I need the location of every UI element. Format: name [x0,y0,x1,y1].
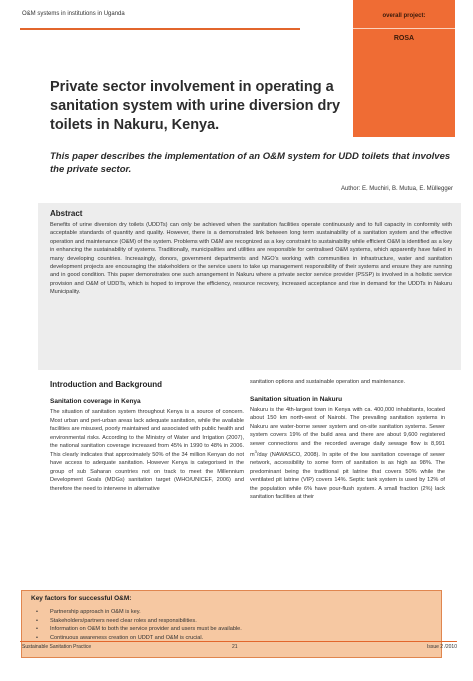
list-item [36,617,426,626]
section-heading: Introduction and Background [50,380,162,389]
project-divider [353,28,455,29]
list-item [36,625,426,634]
list-item [36,608,426,617]
project-label: overall project: [382,13,426,19]
author-line: Author: E. Muchiri, B. Mutua, E. Müllegger [340,186,453,192]
running-header: O&M systems in institutions in Uganda [22,11,125,17]
key-factors-heading: Key factors for successful O&M: [31,595,132,602]
bullet-icon: • [36,609,38,615]
footer-rule [20,641,457,642]
body-paragraph: The situation of sanitation system throughout Kenya is a source of concern. Most urban and peri-urban areas lack adequate sanitation, while the available facilities are misused, poorly maintained and associated with public health and environmental risks. According to the Ministry of Water and Irrigation (2007), the national sanitation coverage increased from 45% in 1990 to 48% in 2006. This clearly indicates that approximately 50% of the 34 million Kenyan do not have access to adequate sanitation. However Kenya is categorised in the group of sub Saharan countries not on track to meet the Millennium Development Goals (MDGs) sanitation target (WHO/UNICEF, 2006) and therefore the need to intervene in alternative [50,409,244,492]
list-item-text: Continuous awareness creation on UDDT and O&M is crucial. [50,634,204,641]
page-number: 21 [232,644,238,650]
body-paragraph [250,406,445,502]
body-text-part: /day (NAWASCO, 2008). In spite of the low sanitation coverage of sewer network, accessibility to some form of sanitation is as high as 98%. The predominant being the traditional pit latrine that covers 50% while the ventilated pit latrine (VIP) covers 14%. Septic tank system is used by 12% of the population while 6% have pour-flush system. A small fraction (2%) lack sanitation facilities at their [250,451,445,501]
footer-journal: Sustainable Sanitation Practice [22,644,92,650]
abstract-box [38,203,461,370]
body-text-part: Nakuru is the 4th-largest town in Kenya with ca. 400,000 inhabitants, located about 150 km north-west of Nairobi. The prevailing sanitation systems in Nakuru are water-borne sewer system and on-site sanitation systems. Sewer system covers 19% of the build area and there are about 9,600 registered sewer connections and the recorded average daily sewage flow is 8,991 m [250,406,445,458]
project-tab [353,0,455,137]
footer-issue: Issue 2 /2010 [426,644,457,650]
abstract-heading: Abstract [50,209,83,218]
list-item-text: Partnership approach in O&M is key. [50,609,141,615]
body-paragraph-continued: sanitation options and sustainable operation and maintenance. [250,379,406,385]
article-lead: This paper describes the implementation of an O&M system for UDD toilets that involves the private sector. [50,151,451,175]
superscript: 3 [254,449,257,454]
bullet-icon: • [36,617,38,624]
subsection-heading: Sanitation coverage in Kenya [50,398,141,405]
bullet-icon: • [36,634,38,641]
list-item-text: Stakeholders/partners need clear roles and responsibilities. [50,617,197,624]
article-title: Private sector involvement in operating a sanitation system with urine diversion dry toilets in Nakuru, Kenya. [50,79,341,133]
key-factors-list [36,608,426,642]
left-column [50,380,244,493]
bullet-icon: • [36,626,38,632]
list-item-text: Information on O&M to both the service provider and users must be available. [50,626,242,632]
project-name: ROSA [393,35,415,42]
right-column [250,378,445,502]
abstract-text: Benefits of urine diversion dry toilets (UDDTs) can only be achieved when the sanitation facilities operate continuously and to full capacity in conformity with acceptable standards of quantity and quality. However, there is a demonstrated link between long term sustainability of a sanitation system and the effective operation and maintenance (O&M) of the system. Problems with O&M are recognized as a key constraint to sustainability while efficient O&M is identified as a key in enhancing the sustainability of systems. Traditionally, municipalities and utilities are responsible for centralised O&M systems, which apparently have failed in many developing countries. Increasingly, donors, government departments and NGO’s working with communities in infrastructure, water and sanitation development projects are encouraging the stakeholders or the service users to take up management responsibility of their systems and ensure they are running and in good condition. This paper demonstrates one such arrangement in Nakuru where a private sector service provider (PSSP) is involved in a holistic service provision and O&M of UDDTs, which is hoped to improve the efficiency, resource recovery, increased acceptance and rise in demand for the UDDTs in Nakuru Municipality. [50,222,452,296]
subsection-heading: Sanitation situation in Nakuru [250,395,343,403]
